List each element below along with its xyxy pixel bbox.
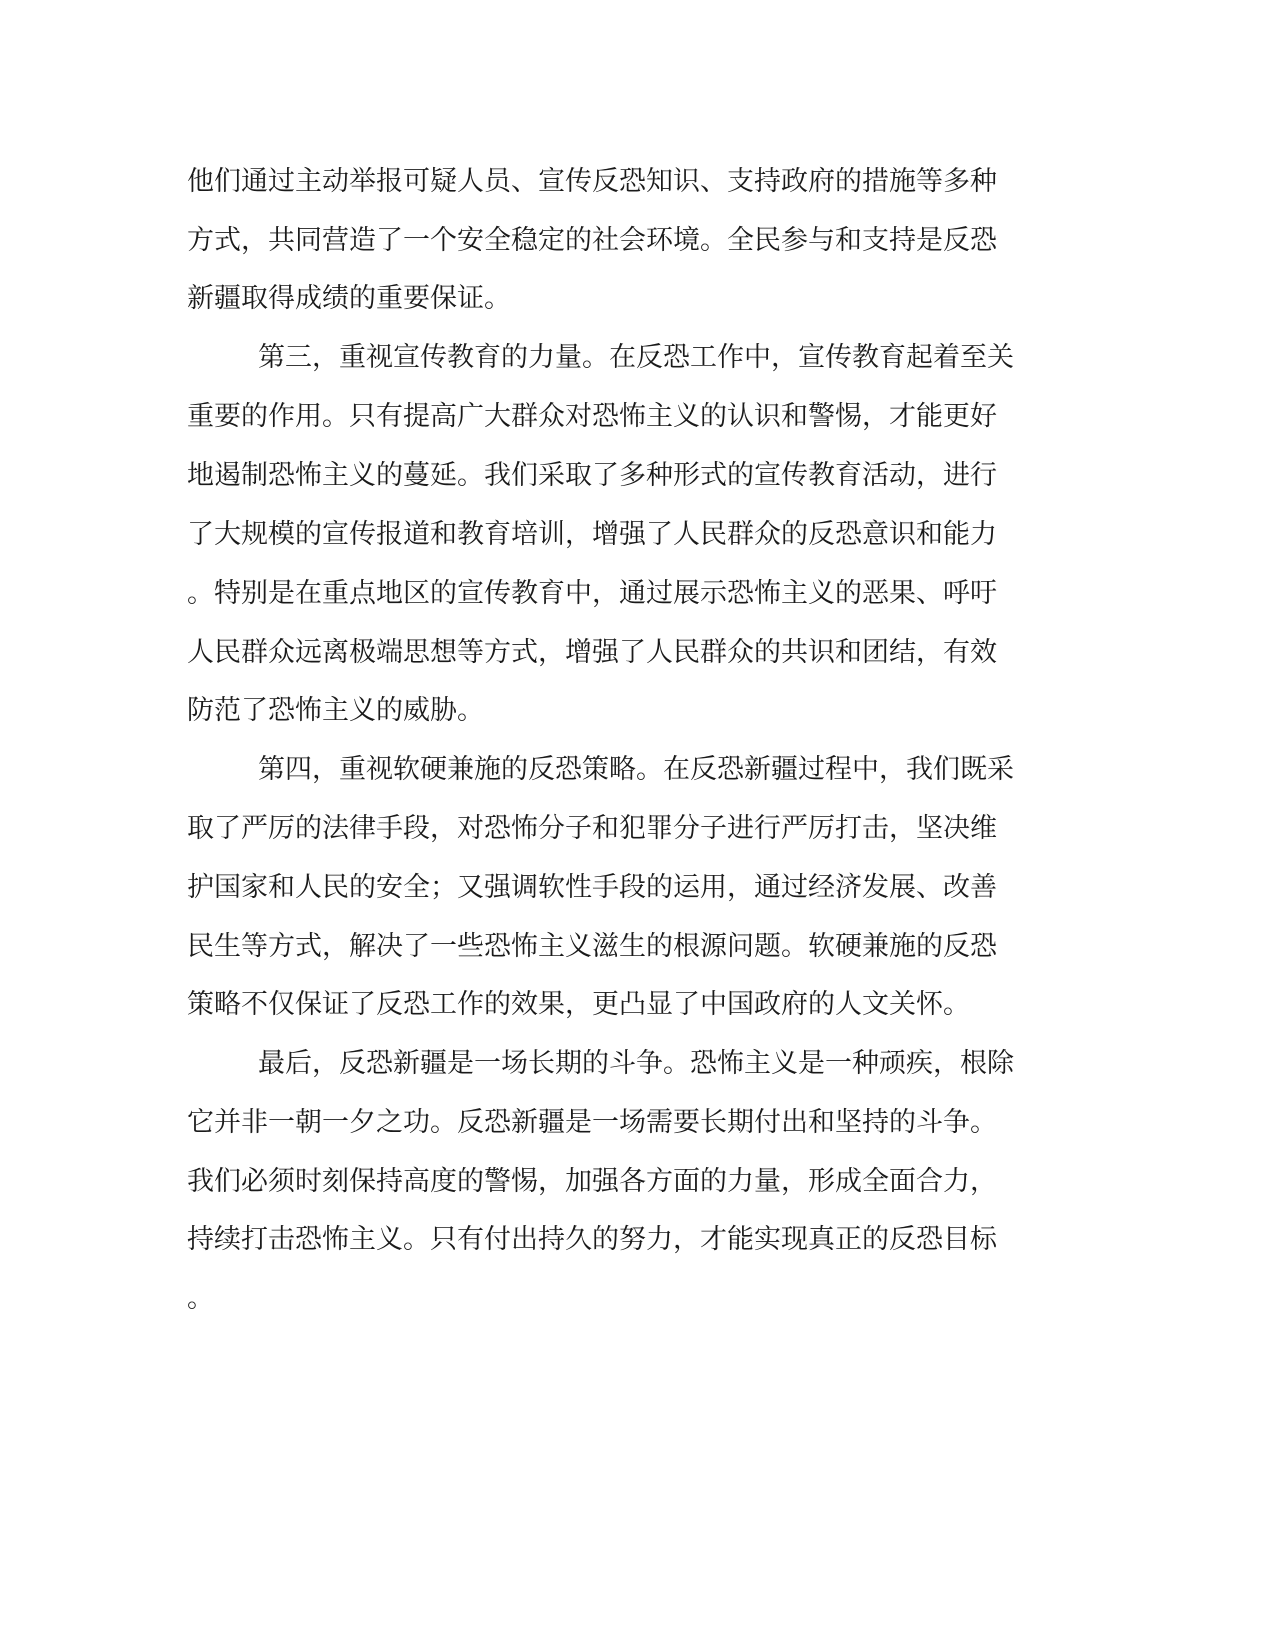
text-line: 了大规模的宣传报道和教育培训，增强了人民群众的反恐意识和能力 xyxy=(187,519,997,550)
text-line: 持续打击恐怖主义。只有付出持久的努力，才能实现真正的反恐目标 xyxy=(187,1224,997,1255)
paragraph-first-line: 第三，重视宣传教育的力量。在反恐工作中，宣传教育起着至关 xyxy=(258,342,1014,373)
text-line: 人民群众远离极端思想等方式，增强了人民群众的共识和团结，有效 xyxy=(187,637,997,668)
text-line: 它并非一朝一夕之功。反恐新疆是一场需要长期付出和坚持的斗争。 xyxy=(187,1107,997,1138)
text-line: 重要的作用。只有提高广大群众对恐怖主义的认识和警惕，才能更好 xyxy=(187,401,997,432)
paragraph-first-line: 最后，反恐新疆是一场长期的斗争。恐怖主义是一种顽疾，根除 xyxy=(258,1048,1014,1079)
text-line: 我们必须时刻保持高度的警惕，加强各方面的力量，形成全面合力， xyxy=(187,1166,997,1197)
text-line: 民生等方式，解决了一些恐怖主义滋生的根源问题。软硬兼施的反恐 xyxy=(187,931,997,962)
text-line: 地遏制恐怖主义的蔓延。我们采取了多种形式的宣传教育活动，进行 xyxy=(187,460,997,491)
text-line: 防范了恐怖主义的威胁。 xyxy=(187,695,484,726)
paragraph-first-line: 第四，重视软硬兼施的反恐策略。在反恐新疆过程中，我们既采 xyxy=(258,754,1014,785)
text-line: 方式，共同营造了一个安全稳定的社会环境。全民参与和支持是反恐 xyxy=(187,225,997,256)
text-line: 他们通过主动举报可疑人员、宣传反恐知识、支持政府的措施等多种 xyxy=(187,166,997,197)
text-line: 策略不仅保证了反恐工作的效果，更凸显了中国政府的人文关怀。 xyxy=(187,989,970,1020)
text-line: 。 xyxy=(187,1283,214,1314)
text-line: 新疆取得成绩的重要保证。 xyxy=(187,283,511,314)
text-line: 护国家和人民的安全；又强调软性手段的运用，通过经济发展、改善 xyxy=(187,872,997,903)
text-line: 。特别是在重点地区的宣传教育中，通过展示恐怖主义的恶果、呼吁 xyxy=(187,578,997,609)
text-line: 取了严厉的法律手段，对恐怖分子和犯罪分子进行严厉打击，坚决维 xyxy=(187,813,997,844)
